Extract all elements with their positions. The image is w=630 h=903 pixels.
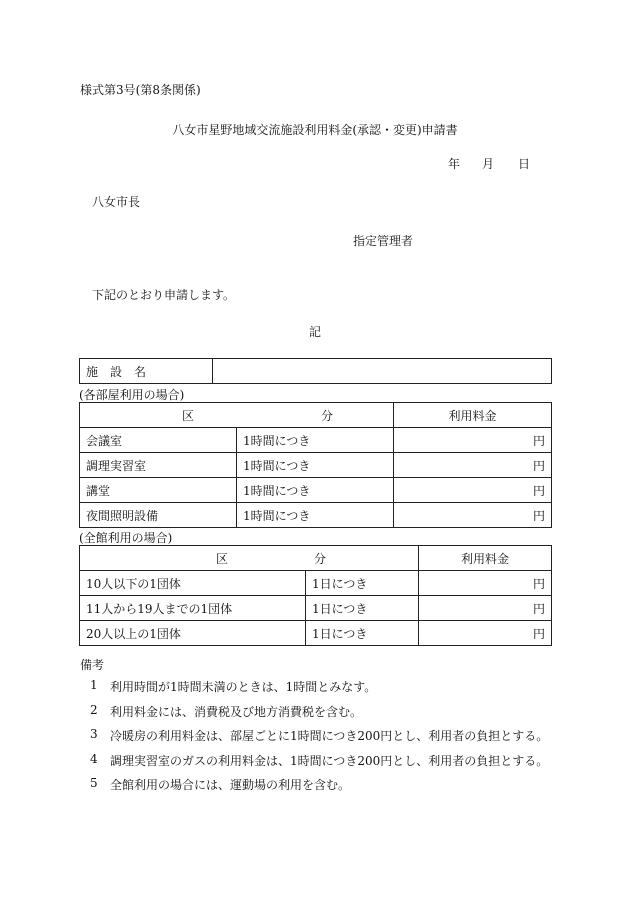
note-text: 調理実習室のガスの利用料金は、1時間につき200円とし、利用者の負担とする。 [110, 753, 549, 768]
date-day: 日 [518, 157, 531, 171]
room-unit: 1時間につき [237, 428, 394, 453]
table-row [80, 503, 552, 528]
whole-fee-table [79, 545, 552, 646]
note-text: 全館利用の場合には、運動場の利用を含む。 [110, 778, 351, 792]
whole-fee-field[interactable]: 円 [419, 571, 552, 596]
list-item [90, 703, 548, 728]
list-item [90, 752, 548, 777]
room-name: 講堂 [80, 478, 237, 503]
note-number: 5 [90, 776, 98, 790]
category-header-right: 分 [313, 551, 326, 566]
notes-list [90, 678, 548, 801]
table-row [80, 359, 552, 384]
form-number: 様式第3号(第8条関係) [80, 83, 201, 97]
room-fee-field[interactable]: 円 [394, 478, 552, 503]
facility-table [79, 358, 552, 384]
note-text: 利用料金には、消費税及び地方消費税を含む。 [110, 704, 363, 719]
category-header-left: 区 [182, 408, 195, 423]
group-size: 20人以上の1団体 [80, 621, 306, 646]
note-number: 3 [90, 727, 98, 741]
group-size: 11人から19人までの1団体 [80, 596, 306, 621]
date-year: 年 [448, 157, 461, 171]
addressee: 八女市長 [92, 195, 141, 209]
group-size: 10人以下の1団体 [80, 571, 306, 596]
notes-title: 備考 [80, 658, 105, 672]
note-text: 冷暖房の利用料金は、部屋ごとに1時間につき200円とし、利用者の負担とする。 [110, 729, 549, 743]
whole-fee-field[interactable]: 円 [419, 621, 552, 646]
room-fee-field[interactable]: 円 [394, 428, 552, 453]
rooms-fee-table [79, 402, 552, 528]
table-row [80, 428, 552, 453]
table-row [80, 571, 552, 596]
table-row [80, 596, 552, 621]
room-name: 夜間照明設備 [80, 503, 237, 528]
whole-fee-field[interactable]: 円 [419, 596, 552, 621]
facility-name-field[interactable] [213, 359, 552, 384]
list-item [90, 678, 548, 703]
table-header-row [80, 403, 552, 428]
lead-text: 下記のとおり申請します。 [92, 288, 236, 302]
room-unit: 1時間につき [237, 478, 394, 503]
whole-section-label: (全館利用の場合) [79, 531, 173, 545]
table-row [80, 478, 552, 503]
group-unit: 1日につき [306, 621, 419, 646]
list-item [90, 776, 548, 801]
category-header-left: 区 [216, 551, 229, 566]
room-name: 調理実習室 [80, 453, 237, 478]
room-fee-field[interactable]: 円 [394, 503, 552, 528]
rooms-section-label: (各部屋利用の場合) [79, 388, 185, 402]
ki-heading: 記 [308, 325, 321, 339]
table-row [80, 453, 552, 478]
facility-label: 施 設 名 [80, 359, 213, 384]
room-unit: 1時間につき [237, 453, 394, 478]
room-name: 会議室 [80, 428, 237, 453]
table-row [80, 621, 552, 646]
date-month: 月 [482, 157, 495, 171]
list-item [90, 727, 548, 752]
applicant-role: 指定管理者 [353, 234, 414, 248]
note-number: 2 [90, 702, 98, 717]
category-header [80, 403, 394, 428]
group-unit: 1日につき [306, 596, 419, 621]
fee-header: 利用料金 [394, 403, 552, 428]
fee-header: 利用料金 [419, 546, 552, 571]
room-unit: 1時間につき [237, 503, 394, 528]
note-number: 1 [90, 678, 98, 692]
room-fee-field[interactable]: 円 [394, 453, 552, 478]
category-header-right: 分 [320, 408, 333, 423]
document-title: 八女市星野地域交流施設利用料金(承認・変更)申請書 [172, 123, 458, 137]
note-number: 4 [90, 751, 98, 766]
note-text: 利用時間が1時間未満のときは、1時間とみなす。 [110, 680, 377, 694]
table-header-row [80, 546, 552, 571]
category-header [80, 546, 419, 571]
group-unit: 1日につき [306, 571, 419, 596]
